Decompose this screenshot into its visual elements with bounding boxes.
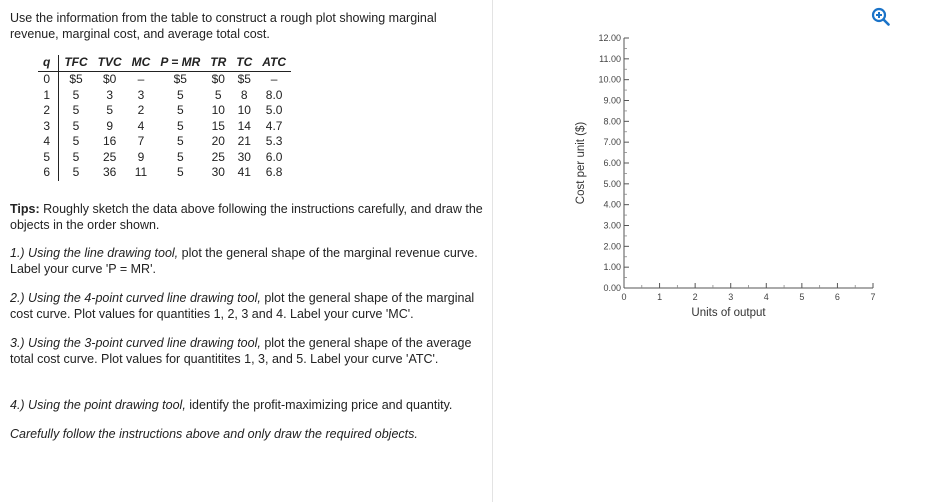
step-4-tool: 4.) Using the point drawing tool,: [10, 398, 186, 412]
x-tick-label: 5: [799, 292, 805, 302]
table-cell: 4.7: [265, 118, 283, 133]
step-2-tool: 2.) Using the 4-point curved line drawing tool,: [10, 291, 261, 305]
step-1-tool: 1.) Using the line drawing tool,: [10, 246, 179, 260]
table-cell: 2: [38, 103, 59, 119]
table-cell: 5: [72, 103, 80, 117]
table-row: [38, 119, 291, 135]
table-cell: –: [137, 72, 145, 86]
panel-divider: [492, 0, 493, 502]
x-axis-ticks: [621, 283, 875, 302]
table-cell: 9: [106, 118, 114, 133]
y-tick-label: 9.00: [603, 95, 621, 106]
y-tick-label: 0.00: [603, 283, 621, 293]
table-row: [38, 134, 291, 150]
column-header: ATC: [257, 55, 291, 72]
y-tick-label: 12.00: [598, 33, 621, 43]
y-tick-label: 11.00: [599, 53, 621, 64]
table-cell: 5: [106, 103, 114, 117]
y-tick-label: 6.00: [603, 158, 621, 168]
y-tick-label: 7.00: [603, 137, 621, 148]
table-row: [38, 150, 291, 166]
table-cell: 5: [72, 165, 80, 179]
table-cell: 15: [211, 118, 225, 133]
step-3-text: plot the general shape of the average total cost curve. Plot values for quantitites 1, 3, and 5. Label your curve 'ATC'.: [10, 336, 472, 366]
table-cell: 36: [102, 165, 117, 179]
x-tick-label: 7: [870, 292, 876, 302]
instructions-panel: [10, 10, 488, 42]
table-cell: 16: [102, 134, 117, 148]
closing-text: Carefully follow the instructions above and only draw the required objects.: [10, 427, 418, 441]
x-tick-label: 2: [692, 292, 698, 302]
y-tick-label: 4.00: [603, 199, 621, 210]
table-cell: 6.8: [265, 165, 283, 179]
table-cell: 5: [38, 150, 59, 166]
drawing-graph[interactable]: [560, 25, 890, 335]
table-cell: 14: [237, 118, 251, 133]
table-cell: 2: [137, 103, 145, 117]
table-body: [38, 72, 291, 181]
table-cell: 6.0: [265, 149, 283, 164]
table-cell: 5: [176, 149, 184, 164]
table-cell: $0: [102, 72, 117, 86]
table-cell: $5: [69, 72, 83, 86]
table-cell: 7: [137, 134, 145, 148]
table-cell: $5: [173, 72, 187, 86]
table-cell: 5: [72, 134, 80, 148]
table-cell: 21: [237, 134, 251, 148]
table-cell: 1: [38, 88, 59, 104]
table-cell: 3: [137, 87, 145, 102]
x-tick-label: 3: [728, 292, 734, 302]
table-cell: 5: [176, 118, 184, 133]
table-cell: 4: [38, 134, 59, 150]
step-2: [10, 290, 490, 322]
table-cell: 10: [211, 103, 225, 117]
table-cell: 5: [72, 87, 80, 102]
table-cell: 30: [211, 165, 225, 179]
table-cell: 20: [211, 134, 225, 148]
tips-label: Tips:: [10, 202, 40, 216]
table-cell: 3: [38, 119, 59, 135]
table-cell: 5.3: [265, 134, 283, 148]
y-tick-label: 2.00: [603, 241, 621, 252]
table-cell: $0: [211, 72, 225, 86]
cost-table: [38, 55, 291, 181]
step-1: [10, 245, 490, 277]
step-4: [10, 397, 490, 413]
table-row: [38, 103, 291, 119]
table-row: [38, 165, 291, 181]
y-tick-label: 3.00: [603, 220, 621, 231]
column-header: MC: [127, 55, 156, 72]
table-cell: 0: [38, 72, 59, 88]
table-cell: 8.0: [265, 87, 283, 102]
graph-axes: [624, 38, 873, 288]
table-cell: –: [270, 72, 278, 86]
step-2-text: plot the general shape of the marginal cost curve. Plot values for quantities 1, 2, 3 and 4. Label your curve 'MC'.: [10, 291, 475, 321]
table-row: [38, 72, 291, 88]
column-header: TVC: [93, 55, 127, 72]
table-cell: 5: [176, 134, 184, 148]
tips-paragraph: [10, 201, 490, 233]
x-tick-label: 0: [621, 292, 627, 302]
table-cell: 41: [237, 165, 251, 179]
y-tick-label: 1.00: [603, 262, 621, 273]
tips-text: Roughly sketch the data above following the instructions carefully, and draw the objects in the order shown.: [10, 202, 483, 232]
step-3: [10, 335, 490, 367]
table-cell: 10: [237, 103, 251, 117]
table-cell: 11: [134, 165, 148, 179]
table-cell: 5: [176, 87, 184, 102]
table-cell: 9: [137, 149, 145, 164]
table-cell: 25: [211, 149, 225, 164]
y-tick-label: 8.00: [603, 116, 621, 127]
step-4-text: identify the profit-maximizing price and quantity.: [189, 398, 453, 412]
table-cell: 5: [72, 118, 80, 133]
step-1-text: plot the general shape of the marginal revenue curve. Label your curve 'P = MR'.: [10, 246, 478, 276]
column-header: TC: [231, 55, 257, 72]
x-tick-label: 6: [834, 292, 840, 302]
table-cell: 5: [176, 165, 184, 179]
table-cell: 4: [137, 118, 145, 133]
table-cell: 8: [240, 87, 248, 102]
table-cell: 5.0: [265, 103, 283, 117]
intro-text: Use the information from the table to construct a rough plot showing marginal revenue, marginal cost, and average total cost.: [10, 11, 437, 41]
y-axis-title: Cost per unit ($): [575, 121, 587, 205]
x-axis-title: Units of output: [691, 307, 766, 319]
table-cell: 3: [106, 87, 114, 102]
column-header: P = MR: [155, 55, 205, 72]
x-tick-label: 4: [763, 292, 769, 302]
table-cell: 30: [237, 149, 251, 164]
table-cell: 5: [176, 103, 184, 117]
column-header: TR: [205, 55, 231, 72]
table-cell: 6: [38, 165, 59, 181]
column-header: TFC: [59, 55, 93, 72]
table-cell: $5: [237, 72, 251, 86]
x-tick-label: 1: [657, 292, 663, 302]
table-row: [38, 88, 291, 104]
column-header: q: [38, 55, 59, 72]
y-tick-label: 5.00: [603, 178, 621, 189]
zoom-in-icon[interactable]: [871, 7, 891, 27]
table-cell: 5: [72, 149, 80, 164]
table-cell: 5: [214, 87, 222, 102]
y-tick-label: 10.00: [598, 74, 621, 85]
table-header-row: [38, 55, 291, 72]
step-3-tool: 3.) Using the 3-point curved line drawing tool,: [10, 336, 261, 350]
closing-note: [10, 426, 490, 442]
table-cell: 25: [102, 149, 117, 164]
